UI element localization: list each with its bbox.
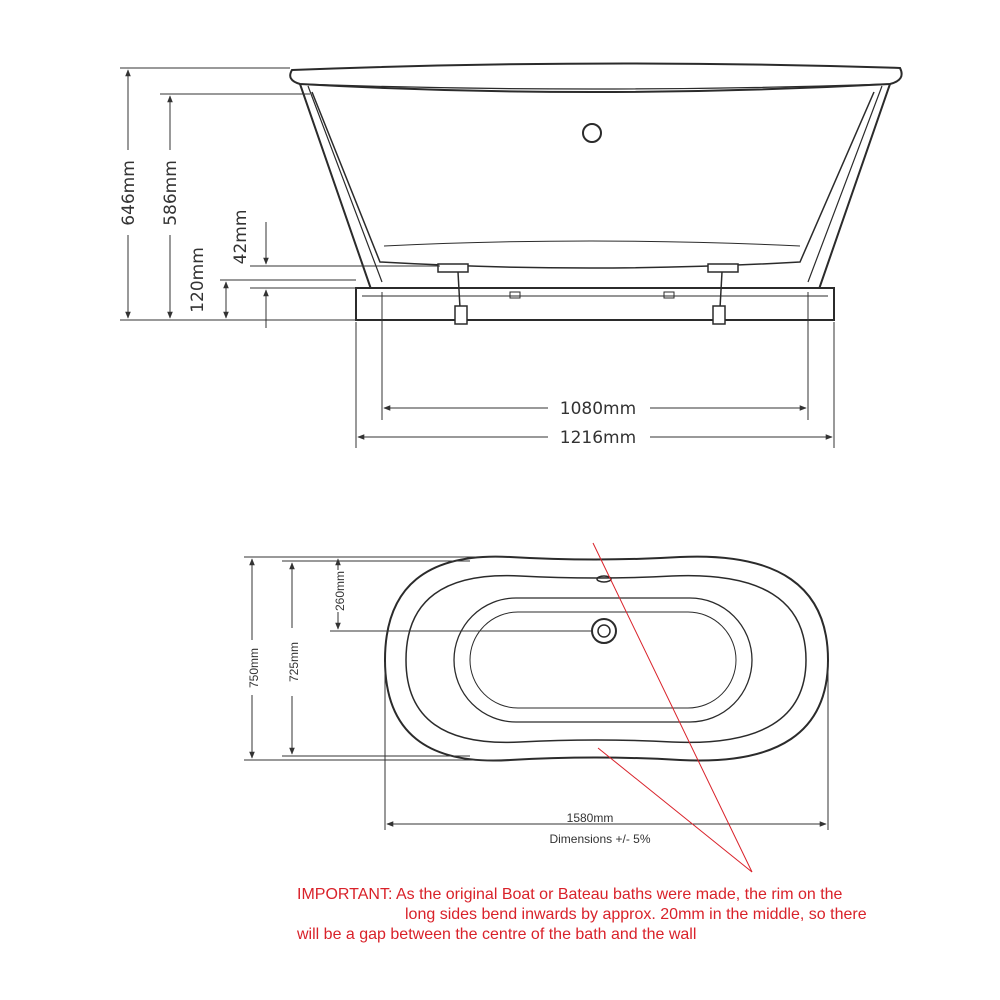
dim-plan-length: 1580mm xyxy=(566,811,614,825)
dim-plan-width-total: 750mm xyxy=(247,647,261,689)
side-elevation xyxy=(290,63,901,324)
important-note-line-2: long sides bend inwards by approx. 20mm in the middle, so there xyxy=(405,906,867,923)
dim-feet-height: 42mm xyxy=(231,209,251,265)
important-note-line-1: IMPORTANT: As the original Boat or Bateau baths were made, the rim on the xyxy=(297,886,843,903)
waste-outlet xyxy=(592,619,616,643)
dim-plan-width-inner: 725mm xyxy=(287,641,301,683)
bath-inner-basin xyxy=(312,92,874,268)
important-note-line-3: will be a gap between the centre of the bath and the wall xyxy=(297,926,697,943)
dim-width-inner: 1080mm xyxy=(559,399,637,419)
bath-basin-outline xyxy=(454,598,752,722)
dim-height-total: 646mm xyxy=(119,160,139,226)
bath-rim xyxy=(290,63,901,92)
bath-inner-rim xyxy=(406,576,806,743)
dim-height-inner: 586mm xyxy=(161,160,181,226)
dim-base-height: 120mm xyxy=(188,247,208,313)
overflow-outlet xyxy=(583,124,601,142)
dim-tolerance: Dimensions +/- 5% xyxy=(549,832,651,846)
side-dimension-lines xyxy=(120,68,834,448)
bath-base-plinth xyxy=(356,288,834,320)
important-note xyxy=(297,885,937,945)
plan-view xyxy=(385,557,828,761)
dim-width-total: 1216mm xyxy=(559,428,637,448)
bath-outer-shell xyxy=(300,84,890,292)
dim-waste-offset: 260mm xyxy=(333,570,347,612)
